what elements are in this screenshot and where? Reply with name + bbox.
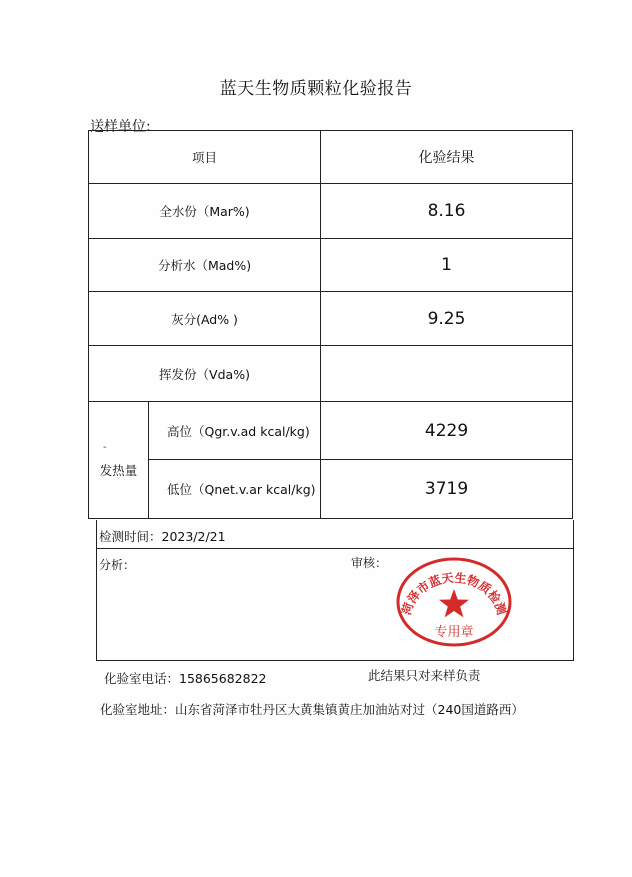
table-header-row [89, 131, 573, 184]
row-result-moisture: 8.16 [321, 184, 573, 239]
row-item-high-heat: 高位（Qgr.v.ad kcal/kg) [149, 402, 321, 460]
report-title: 蓝天生物质颗粒化验报告 [219, 79, 413, 99]
header-result: 化验结果 [321, 131, 573, 184]
seal-ring-text: 菏泽市蓝天生物质检测 [399, 570, 509, 617]
row-result-ash: 9.25 [321, 292, 573, 346]
row-result-analysis-water: 1 [321, 239, 573, 292]
review-label: 审核： [351, 556, 388, 570]
responsibility-note: 此结果只对来样负责 [368, 668, 481, 683]
table-row [89, 460, 573, 519]
seal-star-icon [439, 589, 469, 617]
table-row [89, 402, 573, 460]
row-item-moisture: 全水份（Mar%) [89, 184, 321, 239]
heat-dash: - [103, 441, 107, 453]
test-date: 检测时间：2023/2/21 [99, 529, 226, 544]
heat-label-cell [89, 402, 149, 519]
lab-phone: 化验室电话：15865682822 [104, 671, 267, 686]
row-result-high-heat: 4229 [321, 402, 573, 460]
heat-label: 发热量 [99, 462, 138, 478]
row-item-volatile: 挥发份（Vda%) [89, 346, 321, 402]
row-result-low-heat: 3719 [321, 460, 573, 519]
analysis-label: 分析： [99, 558, 136, 572]
official-seal-stamp [395, 556, 513, 648]
table-row [89, 346, 573, 402]
test-date-row [97, 520, 573, 549]
table-row [89, 292, 573, 346]
table-row [89, 184, 573, 239]
seal-bottom-text: 专用章 [434, 625, 474, 640]
header-item: 项目 [89, 131, 321, 184]
lab-address: 化验室地址：山东省菏泽市牡丹区大黄集镇黄庄加油站对过（240国道路西） [100, 702, 524, 717]
sender-label: 送样单位: [90, 119, 151, 135]
table-row [89, 239, 573, 292]
row-item-ash: 灰分(Ad% ) [89, 292, 321, 346]
row-item-analysis-water: 分析水（Mad%) [89, 239, 321, 292]
results-table [88, 130, 573, 519]
row-result-volatile [321, 346, 573, 402]
row-item-low-heat: 低位（Qnet.v.ar kcal/kg) [149, 460, 321, 519]
